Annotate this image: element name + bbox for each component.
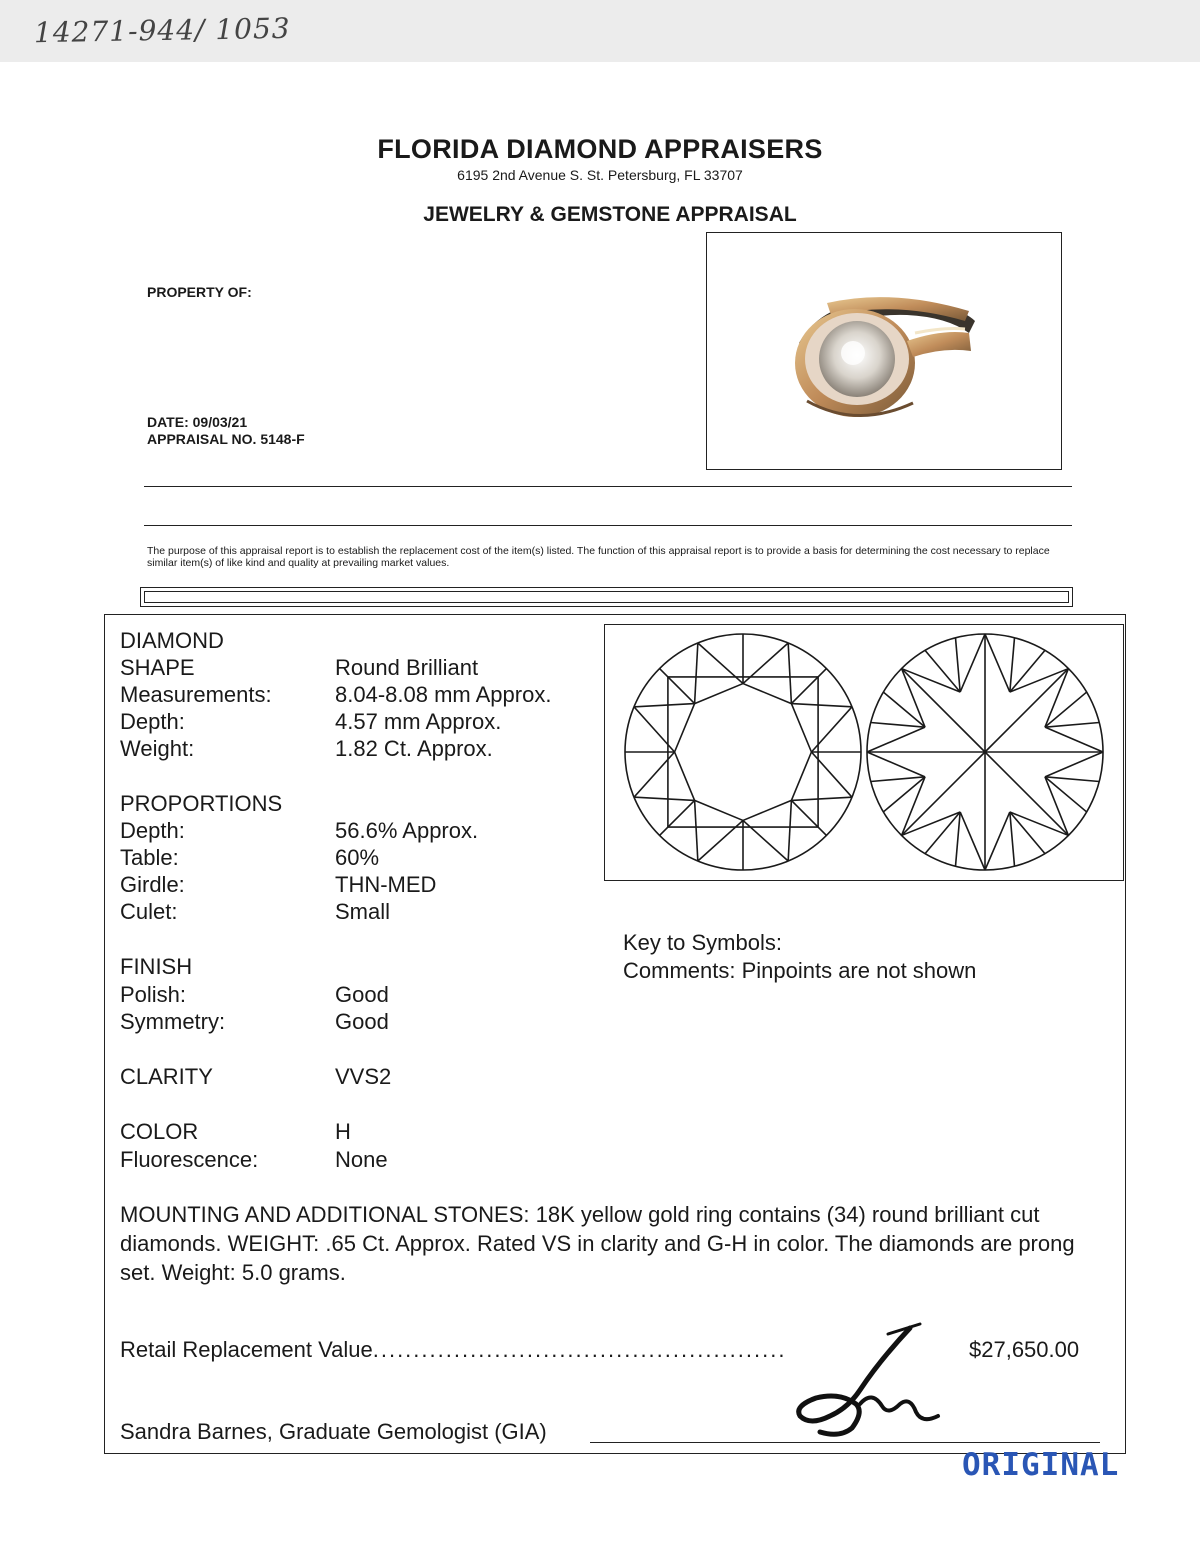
mounting-description: MOUNTING AND ADDITIONAL STONES: 18K yellow gold ring contains (34) round brilliant cut diamonds. WEIGHT: .65 Ct. Approx. Rated VS in clarity and G-H in color. The diamonds are prong set. Weight: 5.0 grams. [120, 1202, 1075, 1285]
shape-value: Round Brilliant [335, 655, 479, 680]
depth-pct-label: Depth: [120, 818, 185, 843]
original-stamp: ORIGINAL [962, 1447, 1120, 1483]
culet-value: Small [335, 899, 391, 924]
firm-name: FLORIDA DIAMOND APPRAISERS [377, 134, 823, 164]
measurements-value: 8.04-8.08 mm Approx. [335, 682, 552, 707]
table-value: 60% [335, 845, 380, 870]
girdle-value: THN-MED [335, 872, 437, 897]
polish-label: Polish: [120, 982, 187, 1007]
diamond-heading: DIAMOND [120, 628, 224, 653]
appraisal-number: APPRAISAL NO. 5148-F [147, 431, 305, 447]
clarity-label: CLARITY [120, 1064, 213, 1089]
appraiser-signature [760, 1320, 960, 1450]
table-label: Table: [120, 845, 179, 870]
property-of-label: PROPERTY OF: [147, 284, 252, 300]
polish-value: Good [335, 982, 389, 1007]
fluorescence-value: None [335, 1147, 388, 1172]
girdle-label: Girdle: [120, 872, 185, 897]
shape-label: SHAPE [120, 655, 195, 680]
ring-photo [706, 232, 1062, 470]
diamond-facet-diagram [605, 625, 1123, 880]
replacement-value-amount: $27,650.00 [969, 1337, 1080, 1362]
double-rule-box [140, 587, 1073, 607]
leader-dots: ................................................... [372, 1337, 787, 1362]
pavilion-view-diagram [867, 634, 1103, 870]
date-label: DATE: 09/03/21 [147, 414, 248, 430]
measurements-label: Measurements: [120, 682, 272, 707]
ring-image [707, 233, 1061, 469]
depth-mm-label: Depth: [120, 709, 185, 734]
appraiser-name: Sandra Barnes, Graduate Gemologist (GIA) [120, 1419, 547, 1444]
firm-address: 6195 2nd Avenue S. St. Petersburg, FL 33707 [457, 167, 743, 183]
purpose-statement: The purpose of this appraisal report is to establish the replacement cost of the item(s) listed. The function of this appraisal report is to provide a basis for determining the cost necessary to replace similar item(s) of like kind and quality at prevailing market values. [147, 545, 1050, 569]
depth-pct-value: 56.6% Approx. [335, 818, 479, 843]
proportions-heading: PROPORTIONS [120, 791, 283, 816]
rule-line-2 [144, 525, 1072, 526]
crown-view-diagram [625, 634, 861, 870]
document-title: JEWELRY & GEMSTONE APPRAISAL [423, 203, 797, 226]
color-label: COLOR [120, 1119, 199, 1144]
culet-label: Culet: [120, 899, 178, 924]
finish-heading: FINISH [120, 954, 193, 979]
clarity-plot-diagram [604, 624, 1124, 881]
rule-line-1 [144, 486, 1072, 487]
clarity-value: VVS2 [335, 1064, 392, 1089]
symmetry-value: Good [335, 1009, 389, 1034]
fluorescence-label: Fluorescence: [120, 1147, 259, 1172]
color-value: H [335, 1119, 351, 1144]
symmetry-label: Symmetry: [120, 1009, 226, 1034]
key-to-symbols: Key to Symbols: [623, 930, 782, 955]
weight-label: Weight: [120, 736, 195, 761]
replacement-value-label: Retail Replacement Value [120, 1337, 373, 1362]
weight-value: 1.82 Ct. Approx. [335, 736, 493, 761]
depth-mm-value: 4.57 mm Approx. [335, 709, 502, 734]
handwritten-file-number: 14271-944/ 1053 [33, 11, 291, 50]
replacement-value-line [120, 1336, 786, 1363]
comments-text: Comments: Pinpoints are not shown [623, 958, 977, 983]
